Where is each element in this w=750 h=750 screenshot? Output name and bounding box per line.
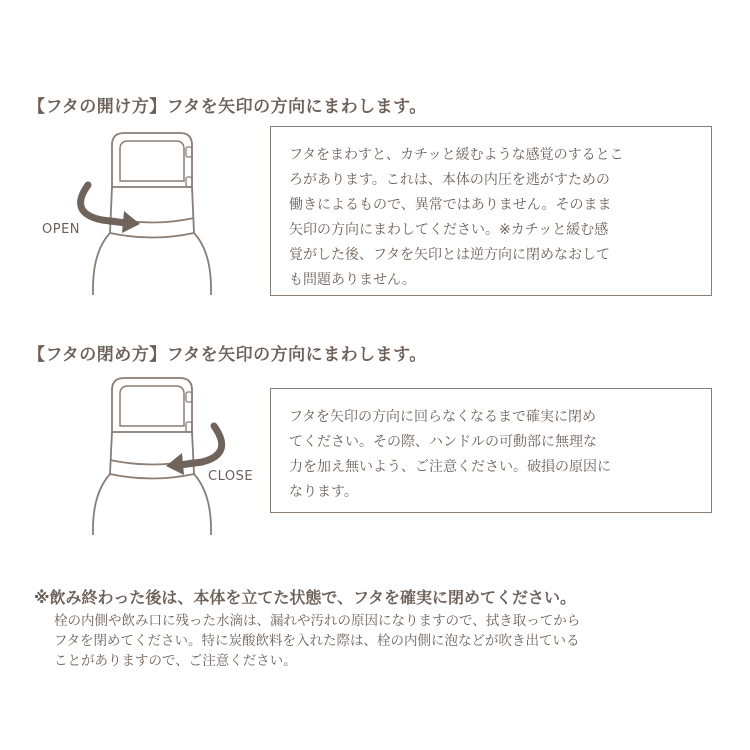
open-arrow-label: OPEN <box>42 222 81 237</box>
note-line-1: 栓の内側や飲み口に残った水滴は、漏れや汚れの原因になりますので、拭き取ってから <box>54 613 581 629</box>
close-line-4: なります。 <box>289 484 358 500</box>
open-line-3: 働きによるもので、異常ではありません。そのまま <box>289 197 612 213</box>
open-section-heading: 【フタの開け方】フタを矢印の方向にまわします。 <box>28 97 427 117</box>
open-line-4: 矢印の方向にまわしてください。※カチッと緩む感 <box>289 222 609 238</box>
bottle-open-illustration <box>40 125 230 295</box>
close-line-1: フタを矢印の方向に回らなくなるまで確実に閉め <box>289 409 597 425</box>
note-main: ※飲み終わった後は、本体を立てた状態で、フタを確実に閉めてください。 <box>34 588 576 607</box>
open-line-1: フタをまわすと、カチッと緩むような感覚のするとこ <box>289 147 624 163</box>
close-instructions-box <box>270 388 712 513</box>
note-details <box>54 611 580 671</box>
open-instructions-box <box>270 126 712 296</box>
close-line-3: 力を加え無いよう、ご注意ください。破損の原因に <box>289 459 611 475</box>
note-line-2: フタを閉めてください。特に炭酸飲料を入れた際は、栓の内側に泡などが吹き出ている <box>54 633 580 649</box>
open-line-2: ろがあります。これは、本体の内圧を逃がすための <box>289 172 610 188</box>
open-line-6: も問題ありません。 <box>289 272 416 288</box>
note-line-3: ことがありますので、ご注意ください。 <box>54 653 297 669</box>
open-line-5: 覚がした後、フタを矢印とは逆方向に閉めなおして <box>289 247 611 263</box>
bottle-close-illustration <box>40 370 270 535</box>
close-section-heading: 【フタの閉め方】フタを矢印の方向にまわします。 <box>28 345 427 365</box>
open-arrow-icon <box>81 185 126 223</box>
close-arrow-label: CLOSE <box>208 469 254 484</box>
close-line-2: てください。その際、ハンドルの可動部に無理な <box>289 434 597 450</box>
